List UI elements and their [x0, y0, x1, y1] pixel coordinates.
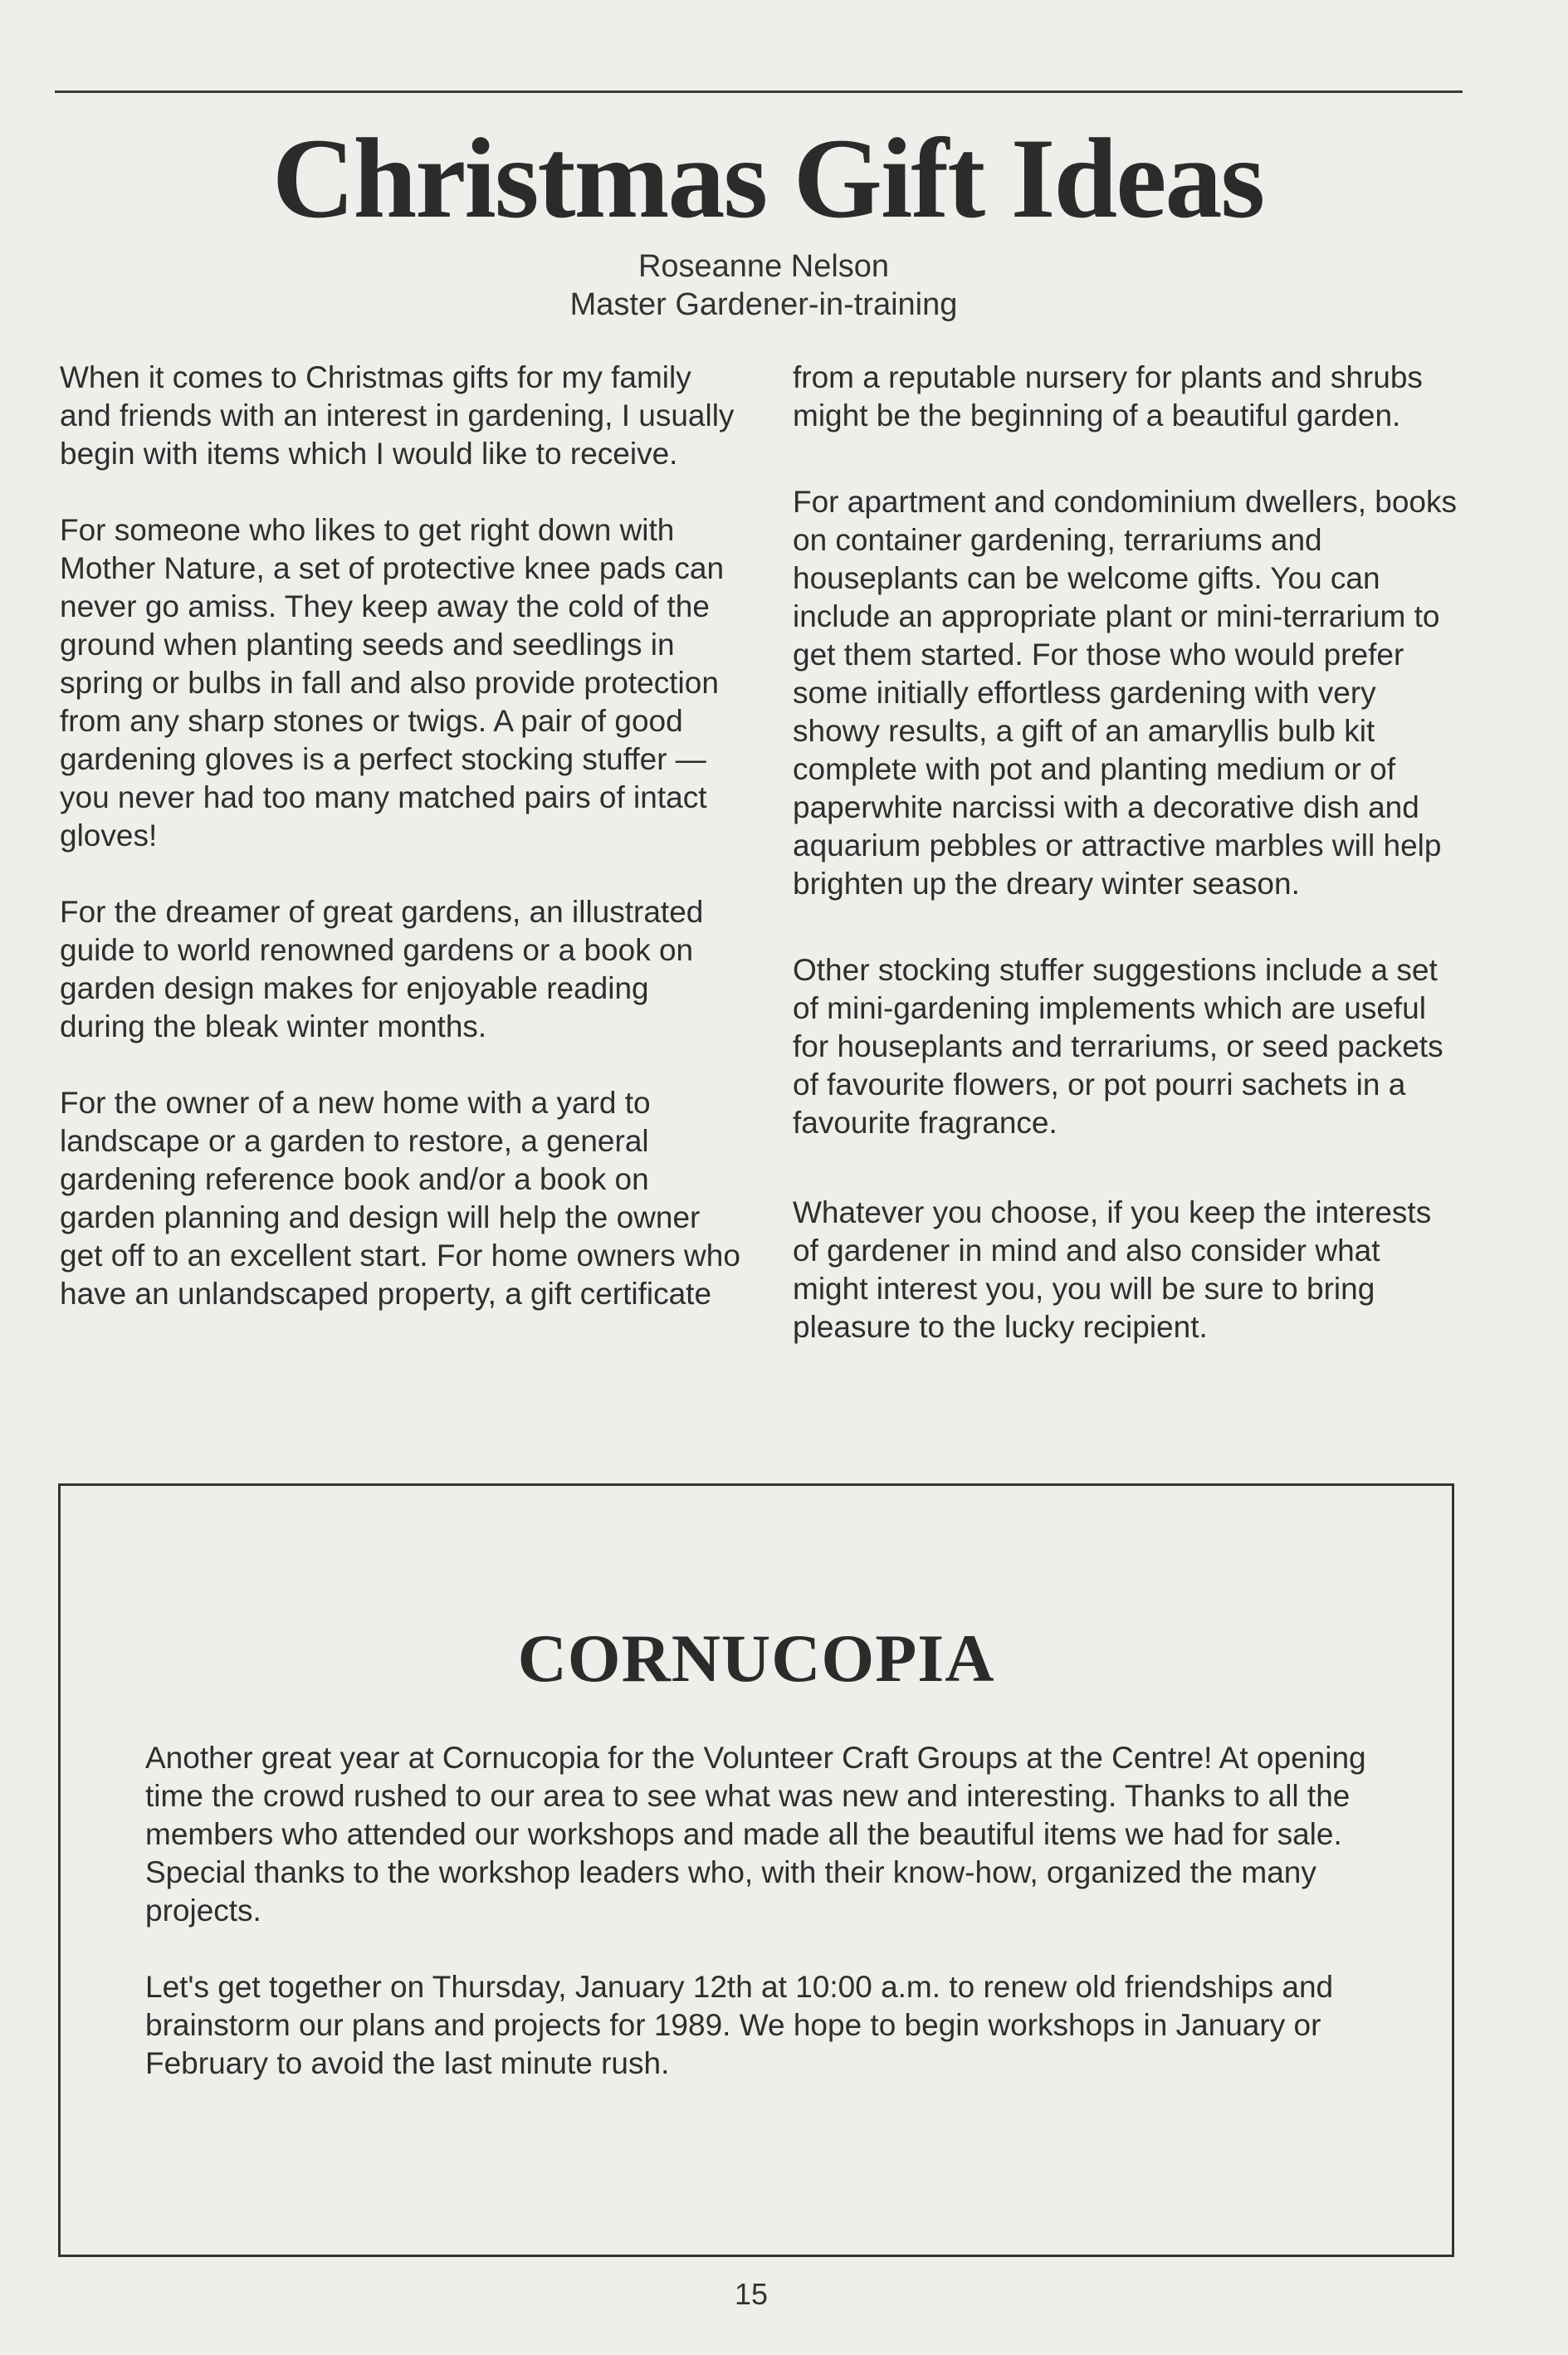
byline: [0, 247, 1527, 324]
cornucopia-body: [145, 1739, 1374, 2121]
article-column-right: [793, 359, 1457, 1385]
article-paragraph: Whatever you choose, if you keep the interests of gardener in mind and also consider what might interest you, you will be sure to bring pleasure to the lucky recipient.: [793, 1195, 1432, 1344]
article-column-left: [60, 359, 740, 1351]
article-paragraph: When it comes to Christmas gifts for my family and friends with an interest in gardening, I usually begin with items which I would like to receive.: [60, 360, 735, 471]
cornucopia-paragraph: Let's get together on Thursday, January 12th at 10:00 a.m. to renew old friendships and brainstorm our plans and projects for 1989. We hope to begin workshops in January or February to avoid the last minute rush.: [145, 1970, 1334, 2080]
article-paragraph: For someone who likes to get right down with Mother Nature, a set of protective knee pads can never go amiss. They keep away the cold of the ground when planting seeds and seedlings in spring or bulbs in fall and also provide protection from any sharp stones or twigs. A pair of good gardening gloves is a perfect stocking stuffer — you never had too many matched pairs of intact gloves!: [60, 513, 725, 853]
article-paragraph: For the owner of a new home with a yard to landscape or a garden to restore, a general gardening reference book and/or a book on garden planning and design will help the owner get off to an excellent start. For home owners who have an unlandscaped property, a gift certificate: [60, 1086, 740, 1311]
page-number: 15: [734, 2277, 769, 2311]
article-paragraph: from a reputable nursery for plants and shrubs might be the beginning of a beautiful garden.: [793, 360, 1423, 432]
cornucopia-box: [58, 1483, 1454, 2257]
author-role: Master Gardener-in-training: [569, 287, 958, 322]
top-divider: [55, 90, 1463, 93]
article-paragraph: Other stocking stuffer suggestions include a set of mini-gardening implements which are useful for houseplants and terrariums, or seed packets of favourite flowers, or pot pourri sachets in a favourite fragrance.: [793, 953, 1443, 1140]
author-name: Roseanne Nelson: [637, 249, 890, 284]
cornucopia-paragraph: Another great year at Cornucopia for the Volunteer Craft Groups at the Centre! At opening time the crowd rushed to our area to see what was new and interesting. Thanks to all the members who attended our workshops and made all the beautiful items we had for sale. Special thanks to the workshop leaders who, with their know-how, organized the many projects.: [145, 1741, 1366, 1927]
article-paragraph: For apartment and condominium dwellers, books on container gardening, terrariums and houseplants can be welcome gifts. You can include an appropriate plant or mini-terrarium to get them started. For those who would prefer some initially effortless gardening with very showy results, a gift of an amaryllis bulb kit complete with pot and planting medium or of paperwhite narcissi with a decorative dish and aquarium pebbles or attractive marbles will help brighten up the dreary winter season.: [793, 485, 1457, 901]
article-paragraph: For the dreamer of great gardens, an illustrated guide to world renowned gardens or a book on garden design makes for enjoyable reading during the bleak winter months.: [60, 895, 704, 1043]
cornucopia-title: CORNUCOPIA: [517, 1620, 995, 1696]
article-title: Christmas Gift Ideas: [271, 115, 1264, 242]
